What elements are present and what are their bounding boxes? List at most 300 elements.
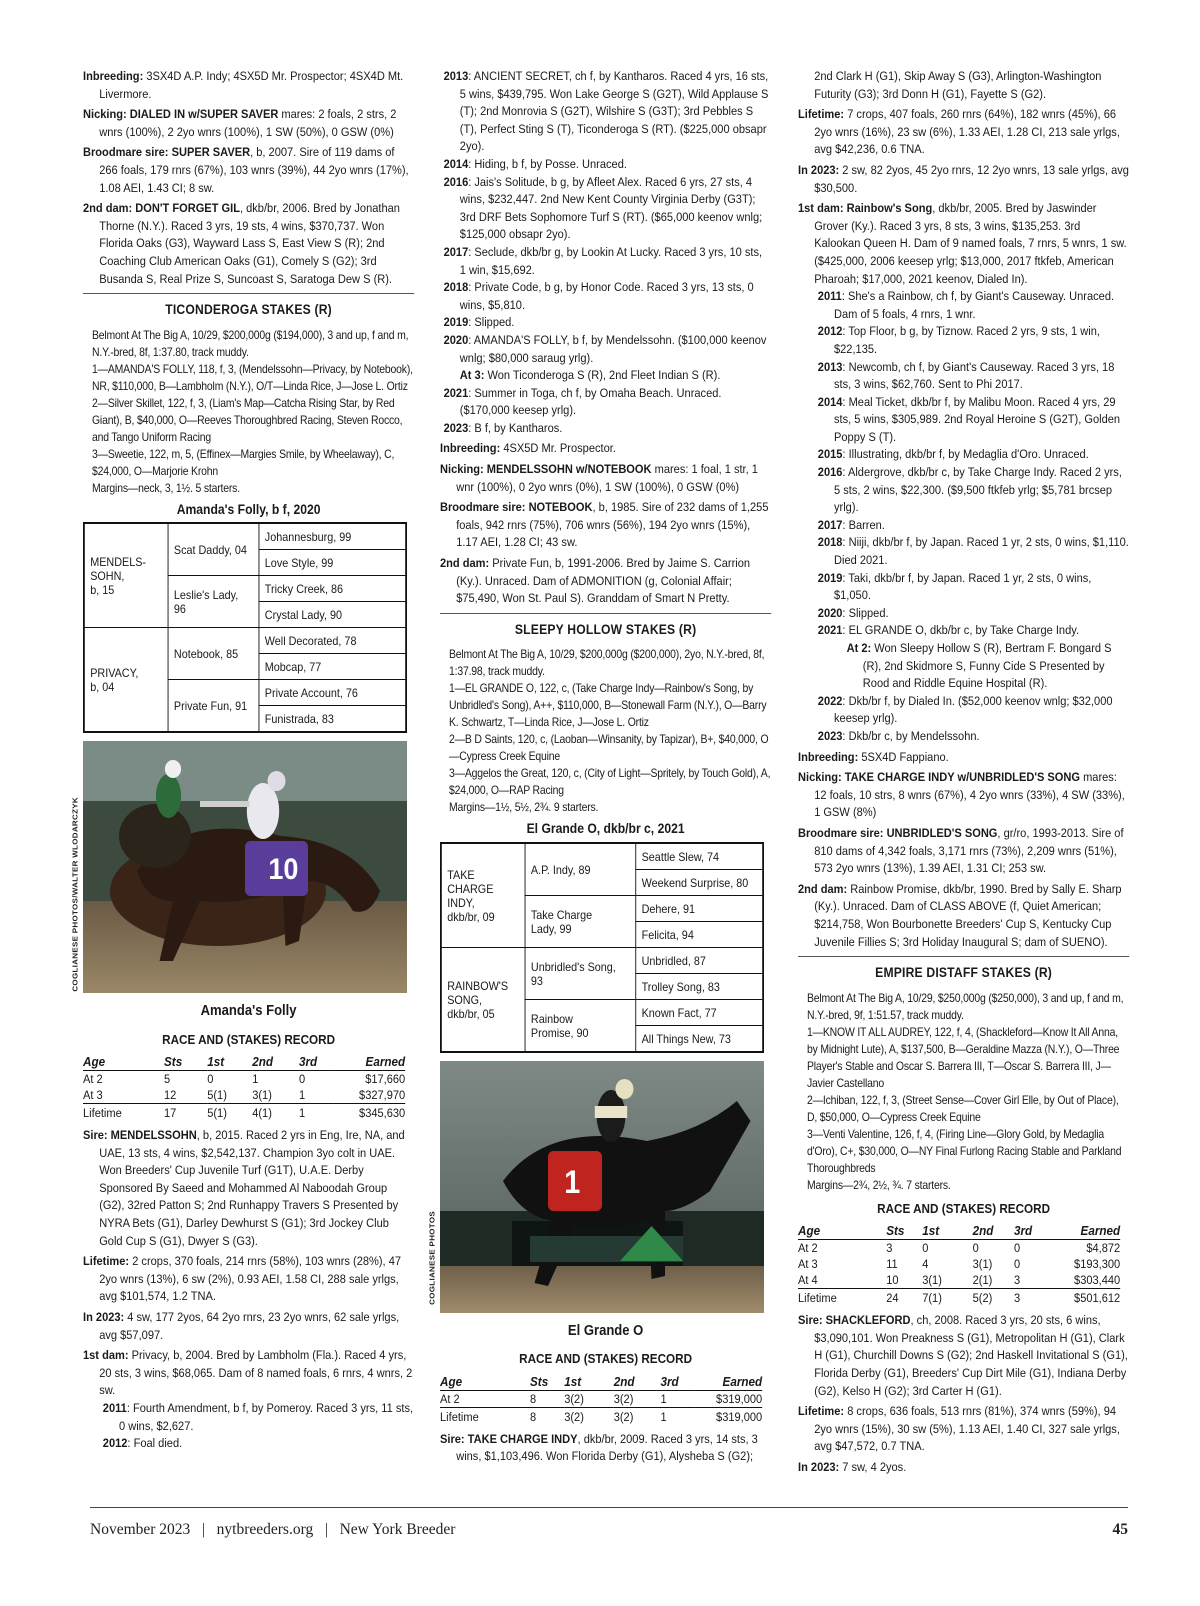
column-right — [798, 68, 1129, 1480]
para-label: Broodmare sire: NOTEBOOK — [440, 500, 593, 515]
year-label: 2014 — [443, 156, 469, 171]
para-text: , dkb/br, 2005. Bred by Jaswinder Grover (Ky.). Raced 3 yrs, 8 sts, 3 wins, $135,253. 3rd Kalookan Queen H. Dam of 9 named foals, 7 rnrs, 5 wnrs, 1 sw. ($425,000, 2006 keesep yrlg; $13,000, 2017 ftkfeb, American Pharoah; $17,000, 2021 keenov, Dialed In). — [814, 201, 1127, 286]
year-label: 2023 — [443, 420, 469, 435]
para-label: Inbreeding: — [798, 749, 859, 764]
second-dam-para — [440, 555, 771, 608]
year-text: : Jais's Solitude, b g, by Afleet Alex. Raced 6 yrs, 27 sts, 4 wins, $232,447. 2nd New Kent County Virginia Derby (G3T); 3rd DRF Bets Sophomore Turf S (RT). ($65,000 keenov wnlg; $125,000 obsapr 2yo). — [459, 174, 763, 242]
footer-publication: New York Breeder — [339, 1521, 456, 1538]
stakes-title: SLEEPY HOLLOW STAKES (R) — [514, 621, 697, 637]
year-label: 2012 — [817, 324, 843, 339]
cell: 3 — [886, 1241, 893, 1256]
cell: $17,660 — [365, 1072, 406, 1087]
year-text: : Illustrating, dkb/br f, by Medaglia d'Oro. Unraced. — [842, 447, 1089, 462]
col-sts: Sts — [886, 1223, 922, 1240]
para-text: , b, 2007. Sire of 119 dams of 266 foals, 179 rnrs (67%), 103 wnrs (39%), 44 2yo wnrs (17%), 1.08 AEI, 1.43 CI; 8 sw. — [99, 145, 409, 195]
cell: 3(2) — [614, 1407, 661, 1425]
record-row — [440, 1390, 762, 1407]
race-record-table — [83, 1054, 405, 1121]
pedigree-gen2: Scat Daddy, 04 — [168, 523, 259, 576]
para-text: , b, 1985. Sire of 232 dams of 1,255 foals, 942 rnrs (75%), 706 wnrs (56%), 194 2yo wnrs (15%), 1.17 AEI, 1.28 CI; 43 sw. — [456, 500, 769, 550]
year-text: Won Sleepy Hollow S (R), Bertram F. Bongard S (R), 2nd Skidmore S, Funny Cide S Presented by Rood and Riddle Equine Hospital (R). — [862, 641, 1112, 691]
race-line: 1—KNOW IT ALL AUDREY, 122, f, 4, (Shackleford—Know It All Anna, by Midnight Lute), A, $137,500, B—Geraldine Mazza (N.Y.), O—Three Player's Stable and Oscar S. Barrera III, T—Oscar S. Barrera III, J—Javier Castellano — [807, 1025, 1120, 1090]
para-label: Sire: SHACKLEFORD — [798, 1313, 911, 1328]
in-2023-para — [798, 162, 1129, 197]
nicking-para — [440, 461, 771, 496]
pedigree-gen3: Private Account, 76 — [259, 680, 406, 706]
year-label: 2019 — [443, 315, 469, 330]
produce-year — [798, 517, 1129, 535]
cell: 1 — [660, 1391, 667, 1406]
year-text: : B f, by Kantharos. — [468, 420, 563, 435]
pedigree-gen3: Love Style, 99 — [259, 550, 406, 576]
year-label: 2013 — [817, 359, 843, 374]
para-label: 1st dam: Rainbow's Song — [798, 201, 933, 216]
para-text: 2 crops, 370 foals, 214 rnrs (58%), 103 wnrs (28%), 47 2yo wnrs (13%), 6 sw (2%), 0.93 AEI, 1.58 CI, 288 sale yrlgs, avg $101,574, 1.2 TNA. — [99, 1254, 402, 1304]
produce-year — [440, 279, 771, 314]
col-earned: Earned — [333, 1054, 405, 1071]
horse-racing-photo — [83, 741, 407, 993]
race-record-table — [798, 1223, 1120, 1306]
year-text: : Top Floor, b g, by Tiznow. Raced 2 yrs, 9 sts, 1 win, $22,135. — [834, 324, 1100, 356]
year-text: : ANCIENT SECRET, ch f, by Kantharos. Raced 4 yrs, 16 sts, 5 wins, $439,795. Won Lake George S (G2T), Wild Applause S (T); 2nd Monrovia S (G2T), Wilshire S (G3T); 3rd Pebbles S (T), Perfect Sting S (T), Ticonderoga S (RT). ($225,000 obsapr 2yo). — [459, 69, 769, 154]
year-text: : Foal died. — [127, 1436, 183, 1451]
nicking-para — [798, 769, 1129, 822]
year-text: : Barren. — [842, 517, 885, 532]
col1-intro — [83, 68, 414, 288]
record-row — [798, 1256, 1120, 1272]
year-label: 2016 — [817, 465, 843, 480]
para-text: 7 sw, 4 2yos. — [839, 1460, 907, 1475]
para-label: In 2023: — [798, 1460, 840, 1475]
para-label: In 2023: — [83, 1310, 125, 1325]
cell: 0 — [299, 1072, 306, 1087]
sire-para — [798, 1312, 1129, 1400]
cell: 24 — [886, 1289, 922, 1307]
produce-year — [798, 534, 1129, 569]
para-text: mares: 12 foals, 10 strs, 8 wnrs (67%), 4 2yo wnrs (33%), 4 SW (33%), 1 GSW (8%) — [814, 770, 1125, 820]
record-row — [798, 1272, 1120, 1289]
broodmare-sire-para — [440, 499, 771, 552]
para-label: Inbreeding: — [83, 69, 144, 83]
cell: 0 — [207, 1072, 214, 1087]
record-title: RACE AND (STAKES) RECORD — [162, 1031, 336, 1047]
race-photo — [71, 741, 407, 999]
section-divider — [798, 956, 1129, 957]
year-label: 2017 — [443, 244, 469, 259]
year-label: 2019 — [817, 570, 843, 585]
para-label: Inbreeding: — [440, 441, 501, 456]
year-text: : Dkb/br c, by Mendelssohn. — [842, 728, 980, 743]
para-label: Nicking: MENDELSSOHN w/NOTEBOOK — [440, 462, 652, 477]
produce-year — [83, 1435, 414, 1453]
year-label: 2021 — [817, 623, 843, 638]
pedigree-gen3: Mobcap, 77 — [259, 654, 406, 680]
produce-year — [798, 288, 1129, 323]
year-label: At 2: — [846, 641, 872, 655]
year-label: 2017 — [817, 517, 843, 532]
cell: $319,000 — [716, 1391, 763, 1406]
first-dam-para — [798, 200, 1129, 288]
cell: 3(1) — [972, 1257, 993, 1272]
para-label: Nicking: DIALED IN w/SUPER SAVER — [83, 107, 279, 122]
para-label: Lifetime: — [798, 107, 845, 122]
record-title: RACE AND (STAKES) RECORD — [519, 1351, 693, 1367]
cell: 11 — [886, 1257, 898, 1272]
para-text: , b, 2015. Raced 2 yrs in Eng, Ire, NA, and UAE, 13 sts, 4 wins, $2,542,137. Champion 3yo colt in UAE. Won Breeders' Cup Juvenile Turf (G1T), U.A.E. Derby Sponsored By Saeed and Mohammed Al Naboodah Group (G2), 32red Patton S; 2nd Runhappy Travers S Presented by NYRA Bets (G1), Darley Dewhurst S (G1); 3rd Jockey Club Gold Cup S (G1), Dwyer S (G3). — [99, 1128, 405, 1248]
cell: 10 — [886, 1273, 899, 1288]
pedigree-gen3: Seattle Slew, 74 — [636, 843, 763, 870]
cell: 17 — [164, 1104, 207, 1122]
page-footer — [90, 1507, 1128, 1539]
para-label: Lifetime: — [798, 1404, 845, 1419]
record-header — [83, 1054, 405, 1071]
pedigree-gen3: Crystal Lady, 90 — [259, 602, 406, 628]
para-label: Sire: MENDELSSOHN — [83, 1128, 197, 1143]
inbreeding-para — [83, 68, 414, 103]
pedigree-sire: TAKE CHARGE INDY, dkb/br, 09 — [441, 843, 525, 948]
cell: 3(1) — [252, 1088, 272, 1103]
second-dam-para — [83, 200, 414, 288]
column-left — [71, 68, 414, 1453]
year-text: : Private Code, b g, by Honor Code. Raced 3 yrs, 13 sts, 0 wins, $5,810. — [459, 280, 754, 312]
produce-year-note — [440, 367, 771, 385]
photo-caption: Amanda's Folly — [200, 1002, 297, 1019]
produce-year — [440, 174, 771, 244]
para-text: Private Fun, b, 1991-2006. Bred by Jaime S. Carrion (Ky.). Unraced. Dam of ADMONITION (g, Colonial Affair; $75,490, Won St. Paul S). Granddam of Smart N Pretty. — [456, 556, 751, 606]
lifetime-para — [798, 1403, 1129, 1456]
page-number: 45 — [1112, 1521, 1128, 1538]
race-line: 3—Sweetie, 122, m, 5, (Effinex—Margies Smile, by Wheelaway), C, $24,000, O—Marjorie Krohn — [92, 447, 395, 478]
race-line: 1—AMANDA'S FOLLY, 118, f, 3, (Mendelssohn—Privacy, by Notebook), NR, $110,000, B—Lambholm (N.Y.), O/T—Linda Rice, J—Jose L. Ortiz — [92, 362, 413, 393]
produce-year — [798, 605, 1129, 623]
para-text: Rainbow Promise, dkb/br, 1990. Bred by Sally E. Sharp (Ky.). Unraced. Dam of CLASS ABOVE (f, Quiet American; $214,758, Won Bourbonette Breeders' Cup S, Kentucky Cup Juvenile Fillies S; 3rd Holiday Inaugural S; dam of SUENO). — [814, 881, 1122, 949]
pedigree-gen3: Funistrada, 83 — [259, 706, 406, 733]
para-label: 2nd dam: — [798, 881, 848, 896]
para-text: 4 sw, 177 2yos, 64 2yo rnrs, 23 2yo wnrs, 62 sale yrlgs, avg $57,097. — [99, 1310, 400, 1342]
cell: 3 — [1014, 1273, 1021, 1288]
pedigree-gen3: Tricky Creek, 86 — [259, 576, 406, 602]
pedigree-gen2: A.P. Indy, 89 — [525, 843, 636, 896]
race-line: 1—EL GRANDE O, 122, c, (Take Charge Indy—Rainbow's Song, by Unbridled's Song), A++, $110,000, B—Stonewall Farm (N.Y.), O—Barry K. Schwartz, T—Linda Rice, J—Jose L. Ortiz — [449, 682, 767, 730]
year-label: 2014 — [817, 394, 843, 409]
produce-year — [440, 332, 771, 367]
footer-site-link[interactable]: nytbreeders.org — [216, 1521, 314, 1538]
record-total-row — [798, 1289, 1120, 1307]
section-divider — [440, 613, 771, 614]
record-row — [798, 1240, 1120, 1257]
cell: 8 — [530, 1407, 564, 1425]
year-text: : Dkb/br f, by Dialed In. ($52,000 keenov wnlg; $32,000 keesep yrlg). — [834, 693, 1113, 726]
race-line: Belmont At The Big A, 10/29, $250,000g ($250,000), 3 and up, f and m, N.Y.-bred, 9f, 1:51.57, track muddy. — [807, 991, 1124, 1022]
produce-year — [440, 156, 771, 174]
year-label: At 3: — [459, 368, 485, 383]
record-title: RACE AND (STAKES) RECORD — [877, 1200, 1051, 1216]
year-label: 2020 — [817, 605, 843, 620]
cell: 12 — [164, 1088, 177, 1103]
para-label: In 2023: — [798, 162, 840, 177]
record-total-row — [83, 1104, 405, 1122]
cell: 3(2) — [564, 1407, 614, 1425]
race-photo — [428, 1061, 764, 1319]
col-age: Age — [440, 1374, 530, 1391]
year-label: 2012 — [102, 1436, 128, 1451]
year-label: 2020 — [443, 332, 469, 347]
race-line: 2—Ichiban, 122, f, 3, (Street Sense—Cover Girl Elle, by Out of Place), D, $50,000, O—Cypress Creek Equine — [807, 1093, 1119, 1124]
cell: 0 — [1014, 1241, 1021, 1256]
year-text: : Hiding, b f, by Posse. Unraced. — [468, 156, 627, 171]
horse-racing-photo — [440, 1061, 764, 1313]
year-text: : AMANDA'S FOLLY, b f, by Mendelssohn. ($100,000 keenov wnlg; $80,000 saraug yrlg). — [459, 332, 767, 365]
para-text: , gr/ro, 1993-2013. Sire of 810 dams of 4,342 foals, 3,171 rnrs (73%), 2,209 wnrs (51%), 573 2yo wnrs (13%), 1.39 AEI, 1.31 CI; 253 sw. — [814, 825, 1124, 876]
cell: At 2 — [798, 1241, 818, 1256]
year-label: 2022 — [817, 693, 843, 708]
race-line: Belmont At The Big A, 10/29, $200,000g ($194,000), 3 and up, f and m, N.Y.-bred, 8f, 1:37.80, track muddy. — [92, 328, 409, 359]
pedigree-gen3: Unbridled, 87 — [636, 948, 763, 974]
inbreeding-para — [440, 440, 771, 458]
col-sts: Sts — [164, 1054, 207, 1071]
para-label: 2nd dam: DON'T FORGET GIL — [83, 201, 240, 216]
record-header — [440, 1374, 762, 1391]
race-line: 3—Venti Valentine, 126, f, 4, (Firing Line—Glory Gold, by Medaglia d'Oro), C+, $30,000, O—NY Final Furlong Racing Stable and Parkland Thoroughbreds — [807, 1127, 1122, 1175]
footer-separator: | — [201, 1521, 206, 1538]
pedigree-gen2: Rainbow Promise, 90 — [525, 1000, 636, 1053]
col-earned: Earned — [1050, 1223, 1120, 1240]
year-text: : Summer in Toga, ch f, by Omaha Beach. Unraced. ($170,000 keesep yrlg). — [459, 385, 722, 418]
year-text: : She's a Rainbow, ch f, by Giant's Causeway. Unraced. Dam of 5 foals, 4 rnrs, 1 wnr. — [834, 289, 1115, 321]
year-label: 2018 — [443, 280, 469, 295]
inbreeding-para — [798, 749, 1129, 767]
cell: At 2 — [440, 1391, 460, 1406]
pedigree-sire: MENDELS- SOHN, b, 15 — [84, 523, 168, 628]
pedigree-gen3: Johannesburg, 99 — [259, 523, 406, 550]
col-3rd: 3rd — [1014, 1223, 1050, 1240]
produce-year — [798, 323, 1129, 358]
para-text: , dkb/br, 2006. Bred by Jonathan Thorne (N.Y.). Raced 3 yrs, 19 sts, 4 wins, $370,737. Won Florida Oaks (G3), Wayward Lass S, East View S (R); 2nd Coaching Club American Oaks (G1), Comely S (G2); 3rd Busanda S, Real Prize S, Suncoast S, Saratoga Dew S (R). — [99, 201, 400, 286]
year-text: Won Ticonderoga S (R), 2nd Fleet Indian S (R). — [484, 368, 721, 383]
col-age: Age — [798, 1223, 886, 1240]
pedigree-gen3: Well Decorated, 78 — [259, 628, 406, 654]
para-label: 2nd dam: — [440, 556, 490, 571]
para-text: 4SX5D Mr. Prospector. — [500, 441, 616, 456]
cell: 0 — [922, 1241, 929, 1256]
footer-separator: | — [324, 1521, 328, 1538]
para-label: Nicking: TAKE CHARGE INDY w/UNBRIDLED'S SONG — [798, 770, 1081, 785]
pedigree-gen3: Weekend Surprise, 80 — [636, 870, 763, 896]
year-text: : Newcomb, ch f, by Giant's Causeway. Raced 3 yrs, 18 sts, 3 wins, $62,760. Sent to Phi 2017. — [834, 359, 1115, 392]
col-sts: Sts — [530, 1374, 564, 1391]
col-age: Age — [83, 1054, 164, 1071]
second-dam-para — [798, 881, 1129, 951]
stakes-title: TICONDEROGA STAKES (R) — [165, 302, 332, 318]
year-label: 2016 — [443, 174, 469, 189]
cell: 0 — [1014, 1257, 1021, 1272]
produce-year — [440, 314, 771, 332]
broodmare-sire-para — [798, 825, 1129, 878]
produce-year — [798, 693, 1129, 728]
cell: At 4 — [798, 1273, 818, 1288]
svg-text:10: 10 — [268, 853, 299, 887]
sire-para — [440, 1431, 771, 1466]
cell: Lifetime — [440, 1407, 530, 1425]
cell: Lifetime — [798, 1289, 886, 1307]
cell: 3(2) — [613, 1391, 634, 1406]
cell: 5(2) — [973, 1289, 1014, 1307]
pedigree-gen2: Take Charge Lady, 99 — [525, 896, 636, 948]
produce-year — [798, 359, 1129, 394]
lifetime-para — [83, 1253, 414, 1306]
photo-caption: El Grande O — [567, 1322, 644, 1339]
pedigree-table — [440, 842, 764, 1053]
pedigree-title: Amanda's Folly, b f, 2020 — [176, 501, 321, 517]
col-2nd: 2nd — [973, 1223, 1014, 1240]
race-line: Margins—2¾, 2½, ¾. 7 starters. — [807, 1178, 951, 1192]
produce-year — [798, 446, 1129, 464]
race-line: Belmont At The Big A, 10/29, $200,000g ($200,000), 2yo, N.Y.-bred, 8f, 1:37.98, track muddy. — [449, 648, 765, 679]
sire-para — [83, 1127, 414, 1250]
year-label: 2013 — [443, 69, 469, 83]
cell: 3 — [1014, 1289, 1050, 1307]
cell: 8 — [530, 1391, 537, 1406]
cell: 1 — [661, 1407, 695, 1425]
cell: At 2 — [83, 1072, 103, 1087]
photo-credit: COGLIANESE PHOTOS/WALTER WLODARCZYK — [71, 797, 80, 992]
pedigree-gen3: Trolley Song, 83 — [636, 974, 763, 1000]
svg-text:1: 1 — [564, 1164, 581, 1201]
cell: 7(1) — [922, 1289, 972, 1307]
cell: 5(1) — [207, 1104, 252, 1122]
col-1st: 1st — [922, 1223, 972, 1240]
produce-year — [440, 244, 771, 279]
continued-para: 2nd Clark H (G1), Skip Away S (G3), Arlington-Washington Futurity (G3); 3rd Donn H (G1), Fayette S (G2). — [814, 69, 1102, 101]
race-line: 2—B D Saints, 120, c, (Laoban—Winsanity, by Tapizar), B+, $40,000, O—Cypress Creek Equine — [449, 733, 769, 764]
pedigree-gen2: Notebook, 85 — [168, 628, 259, 680]
para-text: 5SX4D Fappiano. — [858, 749, 949, 764]
year-label: 2021 — [443, 385, 469, 400]
cell: 3(1) — [922, 1273, 942, 1288]
para-label: Sire: TAKE CHARGE INDY — [440, 1431, 578, 1446]
year-label: 2011 — [102, 1401, 127, 1415]
cell: 5 — [164, 1072, 171, 1087]
race-line: Margins—1½, 5½, 2¾. 9 starters. — [449, 801, 599, 815]
produce-year — [798, 728, 1129, 746]
para-text: Privacy, b, 2004. Bred by Lambholm (Fla.). Raced 4 yrs, 20 sts, 3 wins, $68,065. Dam of 8 named foals, 6 rnrs, 4 wnrs, 2 sw. — [99, 1348, 413, 1398]
cell: $345,630 — [333, 1104, 405, 1122]
cell: At 3 — [798, 1257, 818, 1272]
race-line: 2—Silver Skillet, 122, f, 3, (Liam's Map—Catcha Rising Star, by Red Giant), B, $40,000, O—Reeves Thoroughbred Racing, Steven Rocco, and Tango Uniform Racing — [92, 396, 403, 444]
photo-credit: COGLIANESE PHOTOS — [428, 1211, 437, 1305]
cell: 4(1) — [252, 1104, 299, 1122]
produce-year — [440, 68, 771, 156]
produce-year — [798, 464, 1129, 517]
year-label: 2011 — [817, 289, 842, 304]
first-dam-para — [83, 1347, 414, 1400]
section-divider — [83, 293, 414, 294]
para-text: , dkb/br, 2009. Raced 3 yrs, 14 sts, 3 wins, $1,103,496. Won Florida Derby (G1), Alysheba S (G2); — [456, 1431, 758, 1464]
year-text: : Aldergrove, dkb/br c, by Take Charge Indy. Raced 2 yrs, 5 sts, 2 wins, $22,300. ($9,500 ftkfeb yrlg; $5,781 brcsep yrlg). — [834, 465, 1122, 515]
cell: $327,970 — [359, 1088, 406, 1103]
col-2nd: 2nd — [252, 1054, 299, 1071]
year-text: : Taki, dkb/br f, by Japan. Raced 1 yr, 2 sts, 0 wins, $1,050. — [834, 570, 1092, 603]
para-text: , ch, 2008. Raced 3 yrs, 20 sts, 6 wins, $3,090,101. Won Preakness S (G1), Metropolitan H (G1), Clark H (G1), Churchill Downs S (G2); 2nd Haskell Invitational S (G1), Florida Derby (G1), Breeders' Cup Dirt Mile (G1), Indiana Derby (G2), Kelso H (G2); 3rd Carter H (G1). — [814, 1313, 1128, 1398]
produce-year — [440, 420, 771, 438]
in-2023-para — [798, 1459, 1129, 1477]
record-header — [798, 1223, 1120, 1240]
pedigree-gen2: Private Fun, 91 — [168, 680, 259, 733]
pedigree-dam: PRIVACY, b, 04 — [84, 628, 168, 733]
col-1st: 1st — [207, 1054, 252, 1071]
produce-year — [798, 622, 1129, 640]
race-line: 3—Aggelos the Great, 120, c, (City of Light—Spritely, by Touch Gold), A, $24,000, O—RAP Racing — [449, 767, 771, 798]
pedigree-gen2: Leslie's Lady, 96 — [168, 576, 259, 628]
cell: Lifetime — [83, 1104, 164, 1122]
col-earned: Earned — [695, 1374, 762, 1391]
pedigree-gen3: All Things New, 73 — [636, 1026, 763, 1053]
nicking-para — [83, 106, 414, 141]
race-line: Margins—neck, 3, 1½. 5 starters. — [92, 481, 240, 495]
cell: 2(1) — [972, 1273, 993, 1288]
year-text: : Slipped. — [468, 315, 515, 330]
produce-year — [798, 394, 1129, 447]
in-2023-para — [83, 1309, 414, 1344]
cell: 1 — [299, 1088, 306, 1103]
para-text: 3SX4D A.P. Indy; 4SX5D Mr. Prospector; 4SX4D Mt. Livermore. — [99, 69, 404, 101]
col-1st: 1st — [564, 1374, 614, 1391]
year-text: : Slipped. — [842, 605, 889, 620]
cell: 3(2) — [564, 1391, 584, 1406]
pedigree-gen2: Unbridled's Song, 93 — [525, 948, 636, 1000]
year-text: : Meal Ticket, dkb/br f, by Malibu Moon. Raced 4 yrs, 29 sts, 5 wins, $305,989. 2nd Royal Heroine S (G2T), Golden Poppy S (T). — [834, 394, 1121, 444]
cell: 1 — [252, 1072, 259, 1087]
cell: 1 — [299, 1104, 333, 1122]
race-record-table — [440, 1374, 762, 1425]
year-text: : Seclude, dkb/br g, by Lookin At Lucky. Raced 3 yrs, 10 sts, 1 win, $15,692. — [459, 244, 763, 277]
pedigree-dam: RAINBOW'S SONG, dkb/br, 05 — [441, 948, 525, 1053]
col-2nd: 2nd — [614, 1374, 661, 1391]
pedigree-gen3: Known Fact, 77 — [636, 1000, 763, 1026]
para-text: 8 crops, 636 foals, 513 rnrs (81%), 374 wnrs (59%), 94 2yo wnrs (15%), 30 sw (5%), 1.13 AEI, 1.40 CI, 327 sale yrlgs, avg $47,572, 0.7 TNA. — [814, 1404, 1120, 1454]
para-text: 7 crops, 407 foals, 260 rnrs (64%), 182 wnrs (45%), 66 2yo wnrs (16%), 23 sw (6%), 1.33 AEI, 1.28 CI, 213 sale yrlgs, avg $42,236, 0.6 TNA. — [814, 107, 1120, 157]
column-middle — [428, 68, 771, 1469]
para-label: 1st dam: — [83, 1348, 129, 1363]
produce-year-note — [798, 640, 1129, 693]
stakes-title: EMPIRE DISTAFF STAKES (R) — [875, 965, 1053, 981]
cell: 5(1) — [207, 1088, 227, 1103]
para-label: Broodmare sire: UNBRIDLED'S SONG — [798, 825, 998, 840]
col-3rd: 3rd — [299, 1054, 333, 1071]
col-3rd: 3rd — [661, 1374, 695, 1391]
pedigree-table — [83, 522, 407, 733]
cell: 4 — [922, 1257, 929, 1272]
cell: $319,000 — [695, 1407, 762, 1425]
pedigree-gen3: Dehere, 91 — [636, 896, 763, 922]
para-text: mares: 2 foals, 2 strs, 2 wnrs (100%), 2 2yo wnrs (100%), 1 SW (50%), 0 GSW (0%) — [99, 107, 397, 139]
cell: $501,612 — [1050, 1289, 1120, 1307]
record-row — [83, 1071, 405, 1088]
cell: $4,872 — [1086, 1241, 1121, 1256]
cell: $303,440 — [1074, 1273, 1121, 1288]
lifetime-para — [798, 106, 1129, 159]
para-label: Broodmare sire: SUPER SAVER — [83, 145, 251, 160]
produce-year — [798, 570, 1129, 605]
cell: 0 — [972, 1241, 979, 1256]
year-label: 2015 — [817, 447, 843, 462]
broodmare-sire-para — [83, 144, 414, 197]
year-text: : Fourth Amendment, b f, by Pomeroy. Raced 3 yrs, 11 sts, 0 wins, $2,627. — [119, 1401, 414, 1433]
record-total-row — [440, 1407, 762, 1425]
cell: At 3 — [83, 1088, 103, 1103]
produce-year — [440, 385, 771, 420]
para-text: 2 sw, 82 2yos, 45 2yo rnrs, 12 2yo wnrs, 13 sale yrlgs, avg $30,500. — [814, 162, 1129, 195]
